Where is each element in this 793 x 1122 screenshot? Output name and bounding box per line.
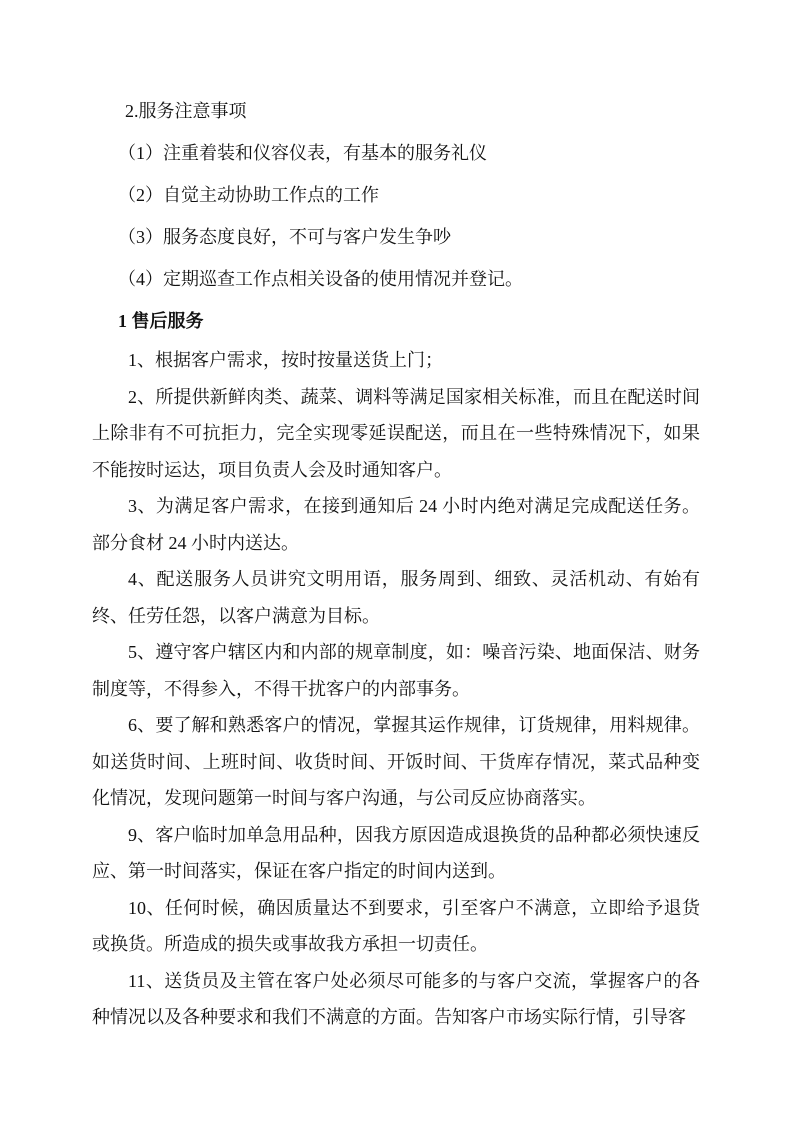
section-heading-service-notes: 2.服务注意事项 bbox=[125, 101, 247, 121]
after-sales-paragraph-4: 4、配送服务人员讲究文明用语，服务周到、细致、灵活机动、有始有终、任劳任怨，以客户满意为目标。 bbox=[92, 569, 700, 626]
after-sales-paragraph-11: 11、送货员及主管在客户处必须尽可能多的与客户交流，掌握客户的各种情况以及各种要求和我们不满意的方面。告知客户市场实际行情，引导客 bbox=[92, 970, 700, 1027]
service-note-item-3: （3）服务态度良好，不可与客户发生争吵 bbox=[118, 227, 451, 247]
service-note-item-1: （1）注重着装和仪容仪表，有基本的服务礼仪 bbox=[118, 143, 487, 163]
after-sales-paragraph-3: 3、为满足客户需求，在接到通知后 24 小时内绝对满足完成配送任务。部分食材 24 小时内送达。 bbox=[92, 496, 700, 553]
after-sales-paragraph-9: 9、客户临时加单急用品种，因我方原因造成退换货的品种都必须快速反应、第一时间落实，保证在客户指定的时间内送到。 bbox=[92, 824, 700, 881]
after-sales-paragraph-5: 5、遵守客户辖区内和内部的规章制度，如：噪音污染、地面保洁、财务制度等，不得参入，不得干扰客户的内部事务。 bbox=[92, 642, 700, 699]
section-heading-after-sales: 1 售后服务 bbox=[118, 311, 204, 331]
service-note-item-2: （2）自觉主动协助工作点的工作 bbox=[118, 185, 379, 205]
after-sales-paragraph-2: 2、所提供新鲜肉类、蔬菜、调料等满足国家相关标准，而且在配送时间上除非有不可抗拒力，完全实现零延误配送，而且在一些特殊情况下，如果不能按时运达，项目负责人会及时通知客户。 bbox=[92, 386, 700, 480]
after-sales-paragraph-1: 1、根据客户需求，按时按量送货上门； bbox=[128, 350, 443, 370]
service-note-item-4: （4）定期巡查工作点相关设备的使用情况并登记。 bbox=[118, 269, 523, 289]
after-sales-paragraph-10: 10、任何时候，确因质量达不到要求，引至客户不满意，立即给予退货或换货。所造成的损失或事故我方承担一切责任。 bbox=[92, 897, 700, 954]
after-sales-paragraph-6: 6、要了解和熟悉客户的情况，掌握其运作规律，订货规律，用料规律。如送货时间、上班时间、收货时间、开饭时间、干货库存情况，菜式品种变化情况，发现问题第一时间与客户沟通，与公司反应协商落实。 bbox=[92, 715, 700, 808]
